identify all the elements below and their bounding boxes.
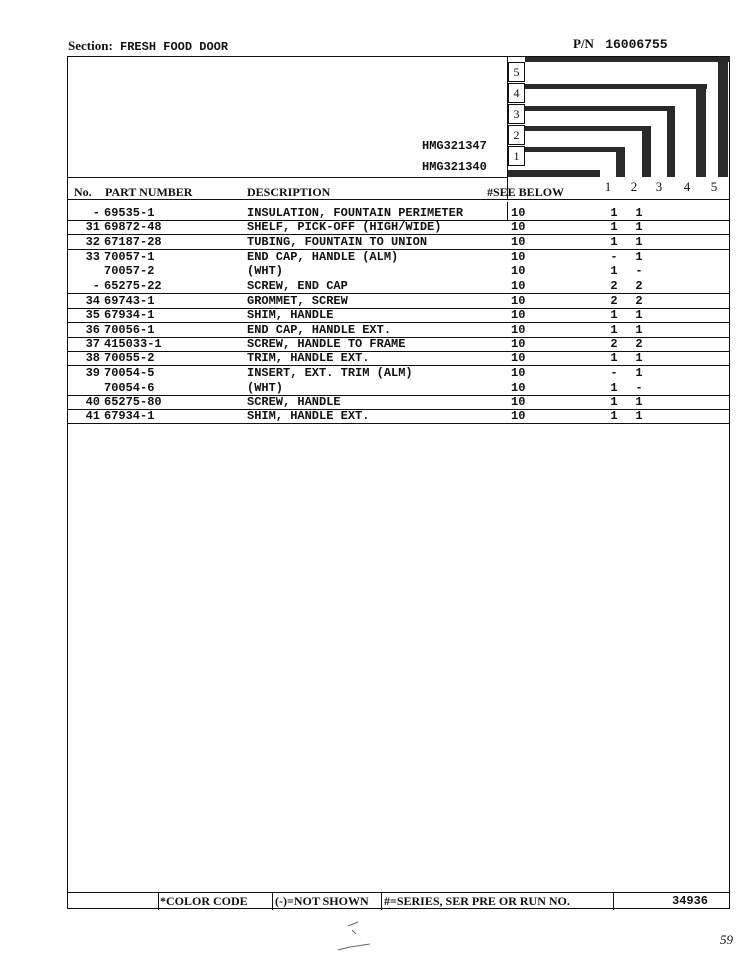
series-bar-5-top (525, 57, 730, 62)
row-qty-1: 1 (610, 323, 618, 337)
row-qty-1: 2 (610, 279, 618, 293)
row-description: TUBING, FOUNTAIN TO UNION (247, 235, 428, 249)
row-part-number: 67934-1 (104, 308, 155, 322)
row-part-number: 70056-1 (104, 323, 155, 337)
row-description: SHELF, PICK-OFF (HIGH/WIDE) (247, 220, 442, 234)
row-no: 33 (85, 250, 100, 264)
column-header-description: DESCRIPTION (247, 185, 331, 199)
series-bar-1-drop (616, 147, 625, 177)
row-part-number: 69535-1 (104, 206, 155, 220)
table-row (68, 409, 730, 424)
row-description: (WHT) (247, 264, 284, 278)
row-qty-2: 2 (635, 294, 643, 308)
row-qty-1: 1 (610, 264, 618, 278)
row-description: INSULATION, FOUNTAIN PERIMETER (247, 206, 464, 220)
row-series: 10 (511, 366, 526, 380)
row-part-number: 70054-5 (104, 366, 155, 380)
row-description: SHIM, HANDLE EXT. (247, 409, 370, 423)
footer-divider (158, 893, 159, 910)
row-series: 10 (511, 220, 526, 234)
header-rule-top (67, 177, 507, 178)
series-box-4: 4 (508, 83, 525, 103)
row-part-number: 65275-22 (104, 279, 162, 293)
series-bar-4-top (525, 84, 707, 89)
row-series: 10 (511, 264, 526, 278)
series-column-divider (507, 56, 508, 199)
table-row (68, 279, 730, 294)
row-qty-2: 1 (635, 235, 643, 249)
row-no: 34 (85, 294, 100, 308)
row-qty-1: 1 (610, 308, 618, 322)
section-label: Section: (68, 38, 113, 53)
column-header-series: #SEE BELOW (487, 185, 565, 199)
row-description: GROMMET, SCREW (247, 294, 348, 308)
row-qty-1: 2 (610, 337, 618, 351)
row-qty-1: 1 (610, 381, 618, 395)
handwritten-page-number: 59 (720, 932, 733, 947)
row-qty-2: 1 (635, 351, 643, 365)
series-box-2: 2 (508, 125, 525, 145)
row-no: 37 (85, 337, 100, 351)
row-qty-1: 1 (610, 206, 618, 220)
series-bar-4-drop (696, 84, 706, 177)
row-qty-1: 2 (610, 294, 618, 308)
row-series: 10 (511, 294, 526, 308)
row-no: - (92, 279, 100, 293)
row-description: INSERT, EXT. TRIM (ALM) (247, 366, 413, 380)
qty-column-3: 3 (651, 177, 667, 197)
document-number: 34936 (672, 894, 709, 908)
row-qty-1: 1 (610, 235, 618, 249)
table-row (68, 323, 730, 338)
row-series: 10 (511, 250, 526, 264)
series-box-3: 3 (508, 104, 525, 124)
series-bar-3-drop (667, 106, 675, 177)
qty-column-4: 4 (679, 177, 695, 197)
row-no: 32 (85, 235, 100, 249)
series-bar-5-drop (718, 57, 728, 177)
model-number-2: HMG321340 (422, 160, 487, 174)
footer-divider (613, 893, 614, 910)
row-qty-2: 1 (635, 206, 643, 220)
table-row (68, 351, 730, 366)
series-bar-3-top (525, 106, 674, 111)
row-no: 39 (85, 366, 100, 380)
row-no: 31 (85, 220, 100, 234)
row-part-number: 70057-2 (104, 264, 155, 278)
row-description: END CAP, HANDLE (ALM) (247, 250, 399, 264)
row-part-number: 70054-6 (104, 381, 155, 395)
row-description: END CAP, HANDLE EXT. (247, 323, 392, 337)
row-part-number: 67934-1 (104, 409, 155, 423)
section-header (68, 38, 228, 54)
row-series: 10 (511, 235, 526, 249)
row-description: SHIM, HANDLE (247, 308, 334, 322)
row-series: 10 (511, 308, 526, 322)
row-qty-1: 1 (610, 395, 618, 409)
series-note: #=SERIES, SER PRE OR RUN NO. (384, 894, 570, 908)
qty-column-5: 5 (706, 177, 722, 197)
row-series: 10 (511, 206, 526, 220)
row-qty-1: - (610, 366, 618, 380)
table-row (68, 366, 730, 380)
row-part-number: 70057-1 (104, 250, 155, 264)
row-no: 36 (85, 323, 100, 337)
column-header-no: No. (74, 185, 92, 199)
pn-label: P/N (573, 36, 594, 51)
table-row (68, 250, 730, 264)
row-description: SCREW, END CAP (247, 279, 348, 293)
model-number-1: HMG321347 (422, 139, 487, 153)
series-bar-2-top (525, 126, 651, 131)
legend-footer (68, 892, 730, 910)
row-qty-1: - (610, 250, 618, 264)
row-description: TRIM, HANDLE EXT. (247, 351, 370, 365)
column-header-part-number: PART NUMBER (105, 185, 193, 199)
row-no: 38 (85, 351, 100, 365)
color-code-note: *COLOR CODE (160, 894, 248, 908)
row-no: - (92, 206, 100, 220)
row-qty-2: 2 (635, 279, 643, 293)
row-part-number: 70055-2 (104, 351, 155, 365)
row-qty-2: 1 (635, 323, 643, 337)
row-no: 35 (85, 308, 100, 322)
scan-smudge (330, 920, 380, 956)
not-shown-note: (-)=NOT SHOWN (275, 894, 369, 908)
row-part-number: 69872-48 (104, 220, 162, 234)
table-row (68, 206, 730, 221)
table-row (68, 395, 730, 410)
row-qty-2: 1 (635, 308, 643, 322)
row-qty-2: 1 (635, 409, 643, 423)
row-qty-1: 1 (610, 409, 618, 423)
row-part-number: 65275-80 (104, 395, 162, 409)
row-part-number: 415033-1 (104, 337, 162, 351)
row-no: 40 (85, 395, 100, 409)
series-bar-2-drop (642, 126, 651, 177)
row-qty-2: 2 (635, 337, 643, 351)
series-box-1: 1 (508, 146, 525, 166)
row-series: 10 (511, 279, 526, 293)
series-bar-base (508, 170, 600, 177)
row-qty-2: - (635, 381, 643, 395)
row-description: SCREW, HANDLE TO FRAME (247, 337, 406, 351)
qty-column-2: 2 (626, 177, 642, 197)
table-row (68, 235, 730, 250)
part-number-header (573, 36, 668, 52)
series-box-5: 5 (508, 62, 525, 82)
row-qty-2: - (635, 264, 643, 278)
row-series: 10 (511, 323, 526, 337)
row-series: 10 (511, 337, 526, 351)
table-row (68, 381, 730, 396)
row-qty-2: 1 (635, 250, 643, 264)
row-part-number: 69743-1 (104, 294, 155, 308)
row-series: 10 (511, 409, 526, 423)
row-qty-2: 1 (635, 395, 643, 409)
pn-value: 16006755 (605, 37, 668, 52)
row-no: 41 (85, 409, 100, 423)
table-row (68, 220, 730, 235)
series-bar-1-top (525, 147, 625, 152)
section-value: FRESH FOOD DOOR (120, 40, 229, 54)
row-qty-2: 1 (635, 366, 643, 380)
footer-divider (272, 893, 273, 910)
table-row (68, 308, 730, 323)
row-description: (WHT) (247, 381, 284, 395)
row-series: 10 (511, 351, 526, 365)
row-series: 10 (511, 395, 526, 409)
row-qty-1: 1 (610, 220, 618, 234)
row-part-number: 67187-28 (104, 235, 162, 249)
qty-column-1: 1 (600, 177, 616, 197)
footer-divider (381, 893, 382, 910)
row-series: 10 (511, 381, 526, 395)
row-qty-2: 1 (635, 220, 643, 234)
row-description: SCREW, HANDLE (247, 395, 341, 409)
row-qty-1: 1 (610, 351, 618, 365)
table-row (68, 264, 730, 278)
table-row (68, 337, 730, 352)
table-row (68, 294, 730, 309)
